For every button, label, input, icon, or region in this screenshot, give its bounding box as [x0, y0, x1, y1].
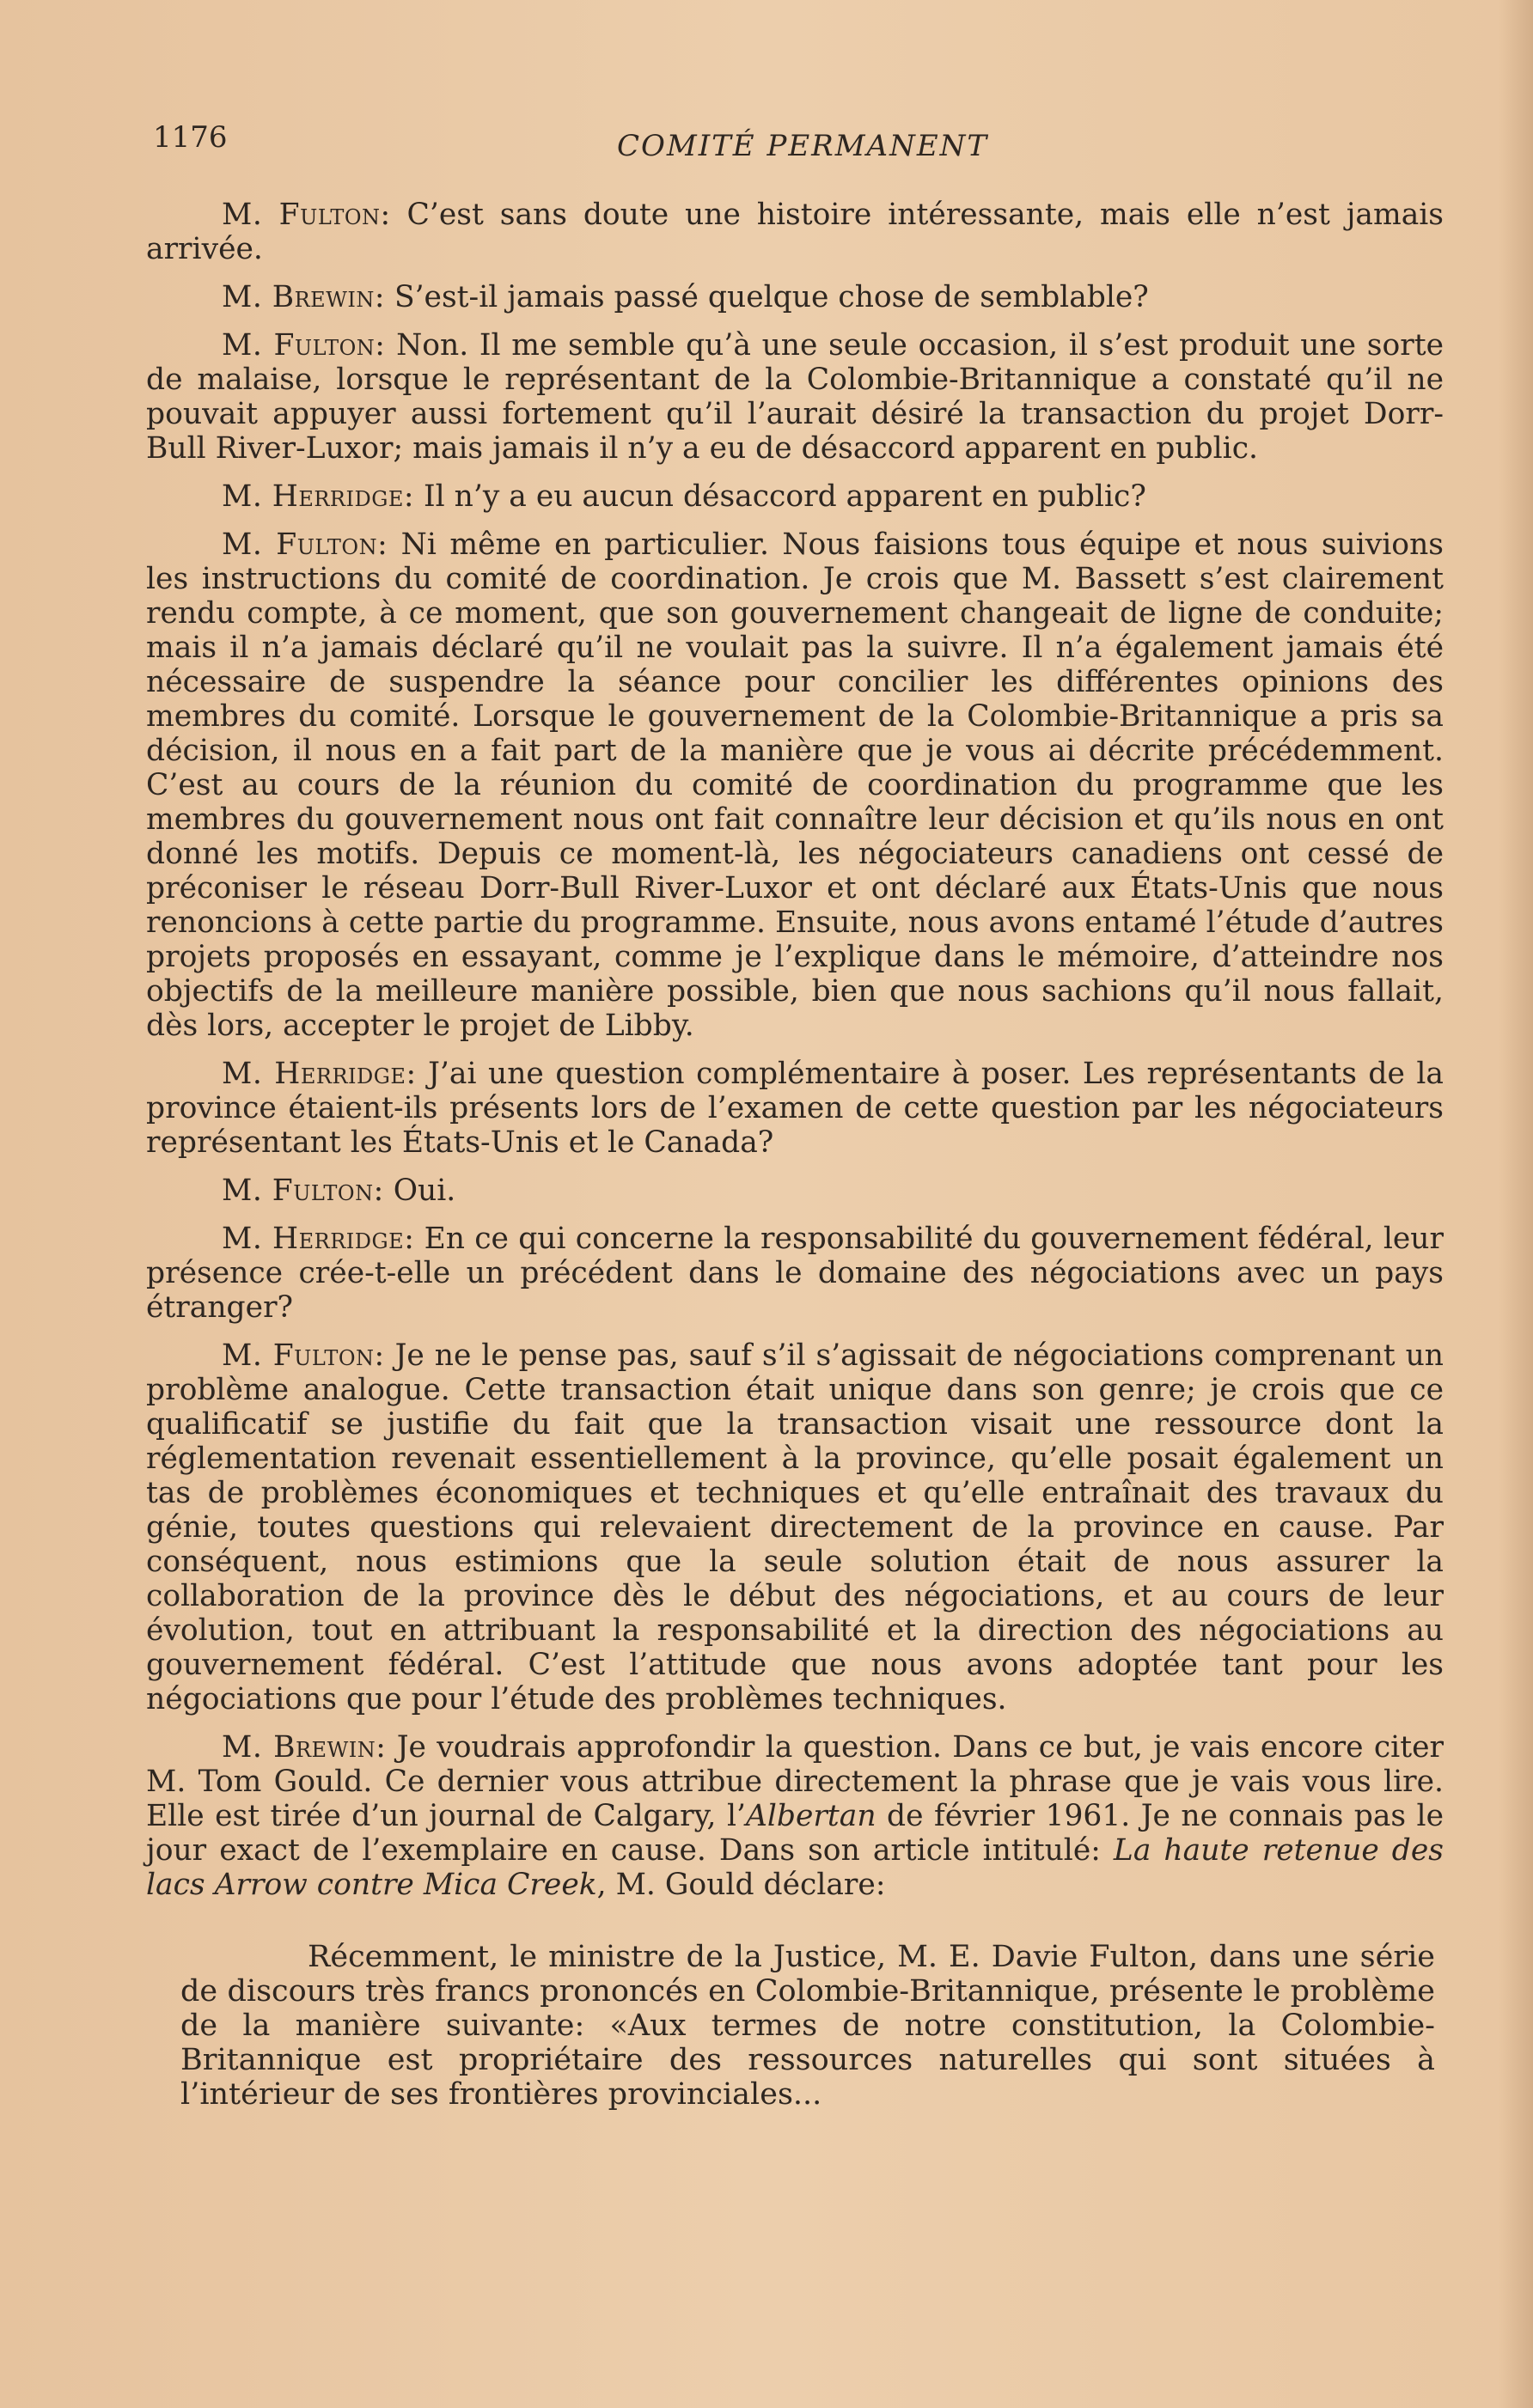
- speaker-name: M. Fulton:: [222, 198, 391, 232]
- paragraph: [146, 328, 1444, 466]
- speaker-name: M. Brewin:: [222, 1730, 387, 1765]
- paragraph-text: , M. Gould déclare:: [596, 1868, 886, 1902]
- speaker-name: M. Herridge:: [222, 479, 415, 514]
- newspaper-name: Albertan: [745, 1799, 876, 1833]
- paragraph-text: de février 1961. Je ne connais pas le jour exact de l’exemplaire en cause. Dans son article intitulé:: [146, 1799, 1444, 1868]
- speaker-name: M. Herridge:: [222, 1057, 417, 1091]
- speaker-name: M. Brewin:: [222, 280, 385, 314]
- paragraph-text: Non. Il me semble qu’à une seule occasion, il s’est produit une sorte de malaise, lorsque le représentant de la Colombie-Britannique a constaté qu’il ne pouvait appuyer aussi fortement qu’il l’aurait désiré la transaction du projet Dorr-Bull River-Luxor; mais jamais il n’y a eu de désaccord apparent en public.: [146, 328, 1444, 466]
- paragraph-brewin: [146, 1730, 1444, 1902]
- paragraph: [146, 527, 1444, 1043]
- speaker-name: M. Fulton:: [222, 328, 386, 363]
- paragraph: [146, 1338, 1444, 1716]
- paragraph: [146, 198, 1444, 266]
- speaker-name: M. Fulton:: [222, 1338, 385, 1373]
- paragraph-text: C’est sans doute une histoire intéressante, mais elle n’est jamais arrivée.: [146, 198, 1444, 266]
- paragraph-text: Il n’y a eu aucun désaccord apparent en public?: [424, 479, 1146, 514]
- page-number: 1176: [153, 120, 228, 155]
- speaker-name: M. Fulton:: [222, 1174, 384, 1208]
- paragraph-text: Je voudrais approfondir la question. Dans ce but, je vais encore citer M. Tom Gould. Ce dernier vous attribue directement la phrase que je vais vous lire. Elle est tirée d’un journal de Calgary, l’: [146, 1730, 1444, 1833]
- paragraph: [146, 1174, 1444, 1208]
- block-quote: Récemment, le ministre de la Justice, M. E. Davie Fulton, dans une série de discours très francs prononcés en Colombie-Britannique, présente le problème de la manière suivante: «Aux termes de notre constitution, la Colombie-Britannique est propriétaire des ressources naturelles qui sont situées à l’intérieur de ses frontières provinciales...: [180, 1940, 1435, 2112]
- paragraph-text: Ni même en particulier. Nous faisions tous équipe et nous suivions les instructions du comité de coordination. Je crois que M. Bassett s’est clairement rendu compte, à ce moment, que son gouvernement changeait de ligne de conduite; mais il n’a jamais déclaré qu’il ne voulait pas la suivre. Il n’a également jamais été nécessaire de suspendre la séance pour concilier les différentes opinions des membres du comité. Lorsque le gouvernement de la Colombie-Britannique a pris sa décision, il nous en a fait part de la manière que je vous ai décrite précédemment. C’est au cours de la réunion du comité de coordination du programme que les membres du gouvernement nous ont fait connaître leur décision et qu’ils nous en ont donné les motifs. Depuis ce moment-là, les négociateurs canadiens ont cessé de préconiser le réseau Dorr-Bull River-Luxor et ont déclaré aux États-Unis que nous renoncions à cette partie du programme. Ensuite, nous avons entamé l’étude d’autres projets proposés en essayant, comme je l’explique dans le mémoire, d’atteindre nos objectifs de la meilleure manière possible, bien que nous sachions qu’il nous fallait, dès lors, accepter le projet de Libby.: [146, 527, 1444, 1043]
- body-text: [146, 198, 1444, 2112]
- page-header: [153, 120, 1451, 172]
- article-title: La haute retenue des lacs Arrow contre Mica Creek: [146, 1833, 1444, 1902]
- paragraph-text: En ce qui concerne la responsabilité du gouvernement fédéral, leur présence crée-t-elle un précédent dans le domaine des négociations avec un pays étranger?: [146, 1222, 1444, 1325]
- paragraph-text: Oui.: [393, 1174, 456, 1208]
- paragraph-text: J’ai une question complémentaire à poser. Les représentants de la province étaient-ils présents lors de l’examen de cette question par les négociateurs représentant les États-Unis et le Canada?: [146, 1057, 1444, 1160]
- paragraph: [146, 1222, 1444, 1325]
- speaker-name: M. Fulton:: [222, 527, 388, 562]
- paragraph: [146, 280, 1444, 314]
- page-edge-shadow: [1499, 0, 1533, 2408]
- speaker-name: M. Herridge:: [222, 1222, 415, 1256]
- paragraph: [146, 479, 1444, 514]
- running-title: COMITÉ PERMANENT: [617, 129, 989, 163]
- paragraph-text: Je ne le pense pas, sauf s’il s’agissait de négociations comprenant un problème analogue. Cette transaction était unique dans son genre; je crois que ce qualificatif se justifie du fait que la transaction visait une ressource dont la réglementation revenait essentiellement à la province, qu’elle posait également un tas de problèmes économiques et techniques et qu’elle entraînait des travaux du génie, toutes questions qui relevaient directement de la province en cause. Par conséquent, nous estimions que la seule solution était de nous assurer la collaboration de la province dès le début des négociations, et au cours de leur évolution, tout en attribuant la responsabilité et la direction des négociations au gouvernement fédéral. C’est l’attitude que nous avons adoptée tant pour les négociations que pour l’étude des problèmes techniques.: [146, 1338, 1444, 1716]
- paragraph: [146, 1057, 1444, 1160]
- paragraph-text: S’est-il jamais passé quelque chose de semblable?: [394, 280, 1149, 314]
